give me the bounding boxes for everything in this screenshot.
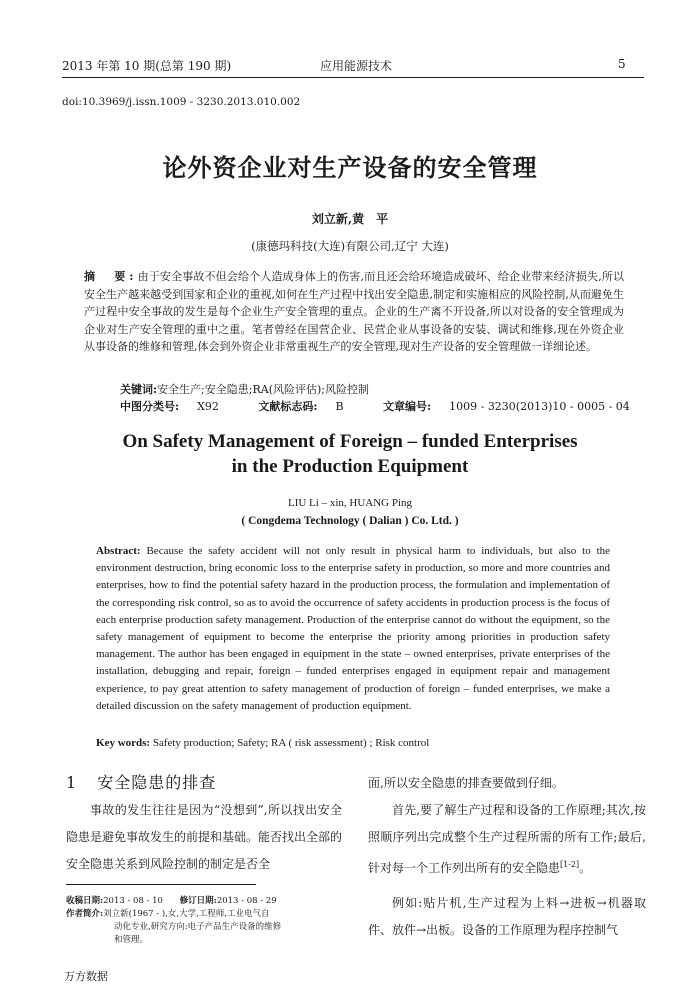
body-paragraph-with-citation	[368, 797, 646, 882]
abstract-cn-text: 由于安全事故不但会给个人造成身体上的伤害,而且还会给环境造成破坏、给企业带来经济损失,所以安全生产越来越受到国家和企业的重视,如何在生产过程中找出安全隐患,制定和实施相应的风险控制,从而避免生产过程中安全事故的发生是每个企业生产安全管理的重点。企业的生产离不开设备,所以对设备的安全管理成为企业对生产安全管理的重中之重。笔者曾经在国营企业、民营企业从事设备的安装、调试和维修,现在外资企业从事设备的维修和管理,体会到外资企业非常重视生产的安全管理,现对生产设备的安全管理做一详细论述。	[84, 270, 624, 353]
body-paragraph: 事故的发生往往是因为“没想到”,所以找出安全隐患是避免事故发生的前提和基础。能否找出全部的安全隐患关系到风险控制的制定是否全	[66, 803, 343, 871]
section-number: 1	[66, 773, 78, 792]
authors-en: LIU Li – xin, HUANG Ping	[287, 497, 413, 509]
doi: doi:10.3969/j.issn.1009 - 3230.2013.010.002	[62, 96, 301, 108]
revised-label: 修订日期:	[179, 896, 217, 906]
classification-line	[120, 398, 666, 414]
keywords-cn	[120, 381, 369, 397]
body-left-column	[66, 797, 342, 878]
authors-cn: 刘立新,黄 平	[311, 212, 389, 226]
abstract-en-text: Because the safety accident will not only result in physical harm to individuals, but also to the environment destruction, bring economic loss to the enterprise safety in production, so more and more countries and enterprises, how to find the potential safety hazard in the production process, the formulation and implementation of the corresponding risk control, so as to avoid the occurrence of safety accidents in production process is the focus of each enterprise production safety management. Production of the enterprise cannot do without the equipment, so the safety management of equipment to become the enterprise the priority among priorities in production safety management. The author has been engaged in equipment in the state – owned enterprises, private enterprises of the installation, debugging and repair, foreign – funded enterprises engaged in equipment repair and management experience, to pay great attention to safety management of production of foreign – funded enterprises, we make a detailed discussion on the safety management of production equipment.	[96, 545, 611, 712]
title-en	[0, 429, 700, 479]
body-paragraph: 面,所以安全隐患的排查要做到仔细。	[368, 776, 564, 790]
title-cn: 论外资企业对生产设备的安全管理	[162, 153, 538, 182]
affiliation-en: ( Congdema Technology ( Dalian ) Co. Ltd. )	[241, 515, 459, 527]
bio-line-3: 和管理。	[114, 935, 149, 945]
clc-value: X92	[197, 400, 219, 413]
affiliation-cn: (康德玛科技(大连)有限公司,辽宁 大连)	[251, 239, 449, 253]
title-en-line2: in the Production Equipment	[231, 456, 469, 477]
body-right-column	[368, 770, 646, 944]
keywords-cn-text: 安全生产;安全隐患;RA(风险评估);风险控制	[157, 383, 369, 396]
body-paragraph-end: 。	[579, 861, 592, 875]
received-label: 收稿日期:	[66, 896, 104, 906]
abstract-en	[96, 543, 610, 715]
bio-line-2: 动化专业,研究方向:电子产品生产设备的维修	[114, 922, 282, 932]
abstract-cn-label: 摘 要:	[84, 270, 138, 283]
keywords-en-label: Key words:	[96, 737, 151, 749]
abstract-cn	[84, 268, 624, 356]
body-paragraph: 例如:贴片机,生产过程为上料→进板→机器取件、放件→出板。设备的工作原理为程序控制气	[368, 896, 646, 937]
body-paragraph-text: 首先,要了解生产过程和设备的工作原理;其次,按照顺序列出完成整个生产过程所需的所有工作;最后,针对每一个工作列出所有的安全隐患	[368, 803, 646, 875]
received-date: 2013 - 08 - 10	[103, 896, 163, 906]
doc-code-value: B	[335, 400, 344, 413]
clc-label: 中图分类号:	[120, 400, 180, 413]
section-heading	[66, 770, 216, 793]
citation-ref: [1-2]	[560, 860, 580, 869]
header-page-number: 5	[618, 57, 626, 71]
footnote	[66, 895, 346, 947]
bio-line-1: 刘立新(1967 - ),女,大学,工程师,工业电气自	[103, 909, 270, 919]
abstract-en-label: Abstract:	[96, 545, 141, 557]
revised-date: 2013 - 08 - 29	[216, 896, 277, 906]
footnote-rule	[66, 884, 256, 885]
header-issue: 2013 年第 10 期(总第 190 期)	[62, 59, 232, 73]
section-title: 安全隐患的排查	[97, 773, 217, 792]
bio-label: 作者简介:	[66, 909, 104, 919]
header-rule	[62, 77, 644, 78]
keywords-cn-label: 关键词:	[120, 383, 158, 396]
article-number-value: 1009 - 3230(2013)10 - 0005 - 04	[449, 400, 630, 413]
title-en-line1: On Safety Management of Foreign – funded Enterprises	[122, 431, 578, 452]
keywords-en-text: Safety production; Safety; RA ( risk assessment) ; Risk control	[152, 737, 430, 749]
header-journal: 应用能源技术	[320, 59, 393, 73]
doc-code-label: 文献标志码:	[258, 400, 318, 413]
keywords-en	[96, 737, 610, 749]
article-number-label: 文章编号:	[383, 400, 432, 413]
footer-watermark: 万方数据	[64, 970, 108, 983]
